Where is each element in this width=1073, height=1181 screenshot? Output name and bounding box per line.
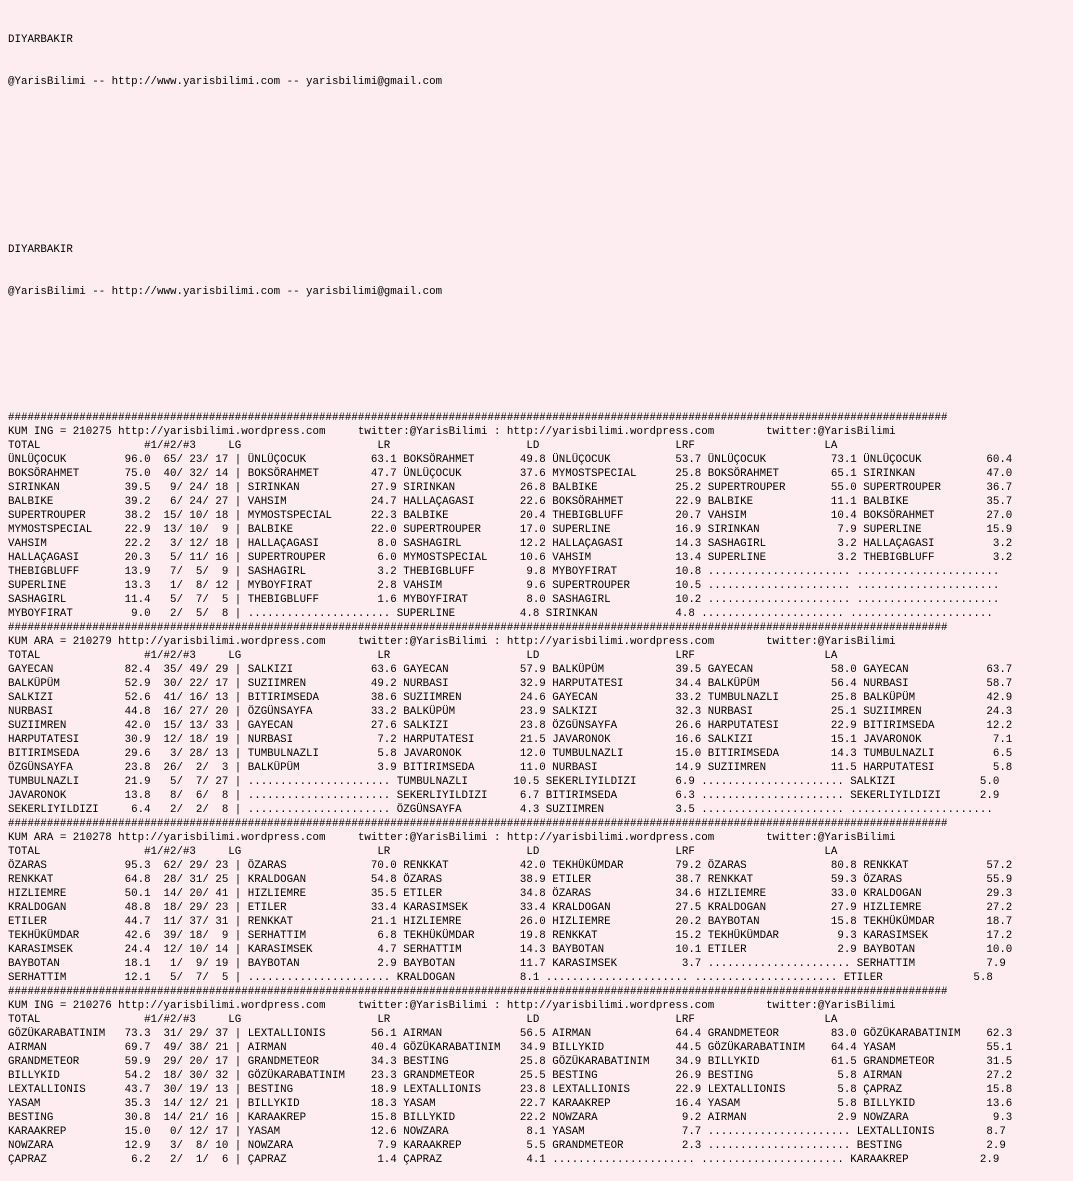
- section-separator: #################################################################################################################################################: [8, 412, 948, 424]
- section-title: KUM ING = 210275 http://yarisbilimi.wordpress.com twitter:@YarisBilimi : http://yarisbilimi.wordpress.com twitter:@YarisBilimi: [8, 426, 896, 438]
- table-row: TUMBULNAZLI 21.9 5/ 7/ 27 | ...................... TUMBULNAZLI 10.5 SEKERLIYILDIZI 6.9 ...................... SALKIZI 5.0: [8, 776, 1000, 788]
- table-row: KRALDOGAN 48.8 18/ 29/ 23 | ETILER 33.4 KARASIMSEK 33.4 KRALDOGAN 27.5 KRALDOGAN 27.9 HIZLIEMRE 27.2: [8, 902, 1013, 914]
- race-sections: [8, 411, 1073, 1167]
- table-row: ETILER 44.7 11/ 37/ 31 | RENKKAT 21.1 HIZLIEMRE 26.0 HIZLIEMRE 20.2 BAYBOTAN 15.8 TEKHÜKÜMDAR 18.7: [8, 916, 1013, 928]
- blank-line: [8, 369, 1073, 383]
- table-row: LEXTALLIONIS 43.7 30/ 19/ 13 | BESTING 18.9 LEXTALLIONIS 23.8 LEXTALLIONIS 22.9 LEXTALLIONIS 5.8 ÇAPRAZ 15.8: [8, 1084, 1013, 1096]
- table-row: BALKÜPÜM 52.9 30/ 22/ 17 | SUZIIMREN 49.2 NURBASI 32.9 HARPUTATESI 34.4 BALKÜPÜM 56.4 NURBASI 58.7: [8, 678, 1013, 690]
- section-title: KUM ARA = 210278 http://yarisbilimi.wordpress.com twitter:@YarisBilimi : http://yarisbilimi.wordpress.com twitter:@YarisBilimi: [8, 832, 896, 844]
- table-row: SASHAGIRL 11.4 5/ 7/ 5 | THEBIGBLUFF 1.6 MYBOYFIRAT 8.0 SASHAGIRL 10.2 ...................... ......................: [8, 594, 1000, 606]
- table-row: VAHSIM 22.2 3/ 12/ 18 | HALLAÇAGASI 8.0 SASHAGIRL 12.2 HALLAÇAGASI 14.3 SASHAGIRL 3.2 HALLAÇAGASI 3.2: [8, 538, 1013, 550]
- table-header-row: TOTAL #1/#2/#3 LG LR LD LRF LA: [8, 440, 838, 452]
- table-row: BESTING 30.8 14/ 21/ 16 | KARAAKREP 15.8 BILLYKID 22.2 NOWZARA 9.2 AIRMAN 2.9 NOWZARA 9.3: [8, 1112, 1013, 1124]
- header-contact: @YarisBilimi -- http://www.yarisbilimi.com -- yarisbilimi@gmail.com: [8, 76, 443, 88]
- table-row: RENKKAT 64.8 28/ 31/ 25 | KRALDOGAN 54.8 ÖZARAS 38.9 ETILER 38.7 RENKKAT 59.3 ÖZARAS 55.9: [8, 874, 1013, 886]
- table-row: TEKHÜKÜMDAR 42.6 39/ 18/ 9 | SERHATTIM 6.8 TEKHÜKÜMDAR 19.8 RENKKAT 15.2 TEKHÜKÜMDAR 9.3 KARASIMSEK 17.2: [8, 930, 1013, 942]
- table-row: MYMOSTSPECIAL 22.9 13/ 10/ 9 | BALBIKE 22.0 SUPERTROUPER 17.0 SUPERLINE 16.9 SIRINKAN 7.9 SUPERLINE 15.9: [8, 524, 1013, 536]
- blank-line: [8, 117, 1073, 131]
- header-city: DIYARBAKIR: [8, 34, 73, 46]
- table-row: BAYBOTAN 18.1 1/ 9/ 19 | BAYBOTAN 2.9 BAYBOTAN 11.7 KARASIMSEK 3.7 ...................... SERHATTIM 7.9: [8, 958, 1006, 970]
- header-contact-repeat: @YarisBilimi -- http://www.yarisbilimi.com -- yarisbilimi@gmail.com: [8, 286, 443, 298]
- table-row: SUPERLINE 13.3 1/ 8/ 12 | MYBOYFIRAT 2.8 VAHSIM 9.6 SUPERTROUPER 10.5 ...................... ......................: [8, 580, 1000, 592]
- table-row: KARASIMSEK 24.4 12/ 10/ 14 | KARASIMSEK 4.7 SERHATTIM 14.3 BAYBOTAN 10.1 ETILER 2.9 BAYBOTAN 10.0: [8, 944, 1013, 956]
- header-city-repeat: DIYARBAKIR: [8, 244, 73, 256]
- table-row: HARPUTATESI 30.9 12/ 18/ 19 | NURBASI 7.2 HARPUTATESI 21.5 JAVARONOK 16.6 SALKIZI 15.1 JAVARONOK 7.1: [8, 734, 1013, 746]
- table-row: MYBOYFIRAT 9.0 2/ 5/ 8 | ...................... SUPERLINE 4.8 SIRINKAN 4.8 ...................... ......................: [8, 608, 993, 620]
- section-title: KUM ING = 210276 http://yarisbilimi.wordpress.com twitter:@YarisBilimi : http://yarisbilimi.wordpress.com twitter:@YarisBilimi: [8, 1000, 896, 1012]
- table-row: AIRMAN 69.7 49/ 38/ 21 | AIRMAN 40.4 GÖZÜKARABATINIM 34.9 BILLYKID 44.5 GÖZÜKARABATINIM 64.4 YASAM 55.1: [8, 1042, 1013, 1054]
- table-row: YASAM 35.3 14/ 12/ 21 | BILLYKID 18.3 YASAM 22.7 KARAAKREP 16.4 YASAM 5.8 BILLYKID 13.6: [8, 1098, 1013, 1110]
- table-row: SALKIZI 52.6 41/ 16/ 13 | BITIRIMSEDA 38.6 SUZIIMREN 24.6 GAYECAN 33.2 TUMBULNAZLI 25.8 BALKÜPÜM 42.9: [8, 692, 1013, 704]
- table-header-row: TOTAL #1/#2/#3 LG LR LD LRF LA: [8, 846, 838, 858]
- table-row: HIZLIEMRE 50.1 14/ 20/ 41 | HIZLIEMRE 35.5 ETILER 34.8 ÖZARAS 34.6 HIZLIEMRE 33.0 KRALDOGAN 29.3: [8, 888, 1013, 900]
- table-row: SUPERTROUPER 38.2 15/ 10/ 18 | MYMOSTSPECIAL 22.3 BALBIKE 20.4 THEBIGBLUFF 20.7 VAHSIM 10.4 BOKSÖRAHMET 27.0: [8, 510, 1013, 522]
- table-header-row: TOTAL #1/#2/#3 LG LR LD LRF LA: [8, 1014, 838, 1026]
- table-row: HALLAÇAGASI 20.3 5/ 11/ 16 | SUPERTROUPER 6.0 MYMOSTSPECIAL 10.6 VAHSIM 13.4 SUPERLINE 3.2 THEBIGBLUFF 3.2: [8, 552, 1013, 564]
- table-row: SEKERLIYILDIZI 6.4 2/ 2/ 8 | ...................... ÖZGÜNSAYFA 4.3 SUZIIMREN 3.5 ...................... ......................: [8, 804, 993, 816]
- section-separator: #################################################################################################################################################: [8, 986, 948, 998]
- section-separator: #################################################################################################################################################: [8, 818, 948, 830]
- blank-line: [8, 159, 1073, 173]
- section-separator: #################################################################################################################################################: [8, 622, 948, 634]
- blank-line: [8, 327, 1073, 341]
- table-row: BALBIKE 39.2 6/ 24/ 27 | VAHSIM 24.7 HALLAÇAGASI 22.6 BOKSÖRAHMET 22.9 BALBIKE 11.1 BALBIKE 35.7: [8, 496, 1013, 508]
- table-row: BITIRIMSEDA 29.6 3/ 28/ 13 | TUMBULNAZLI 5.8 JAVARONOK 12.0 TUMBULNAZLI 15.0 BITIRIMSEDA 14.3 TUMBULNAZLI 6.5: [8, 748, 1013, 760]
- table-row: SUZIIMREN 42.0 15/ 13/ 33 | GAYECAN 27.6 SALKIZI 23.8 ÖZGÜNSAYFA 26.6 HARPUTATESI 22.9 BITIRIMSEDA 12.2: [8, 720, 1013, 732]
- table-row: BILLYKID 54.2 18/ 30/ 32 | GÖZÜKARABATINIM 23.3 GRANDMETEOR 25.5 BESTING 26.9 BESTING 5.8 AIRMAN 27.2: [8, 1070, 1013, 1082]
- table-header-row: TOTAL #1/#2/#3 LG LR LD LRF LA: [8, 650, 838, 662]
- table-row: ÇAPRAZ 6.2 2/ 1/ 6 | ÇAPRAZ 1.4 ÇAPRAZ 4.1 ...................... ...................... KARAAKREP 2.9: [8, 1154, 1000, 1166]
- table-row: KARAAKREP 15.0 0/ 12/ 17 | YASAM 12.6 NOWZARA 8.1 YASAM 7.7 ...................... LEXTALLIONIS 8.7: [8, 1126, 1006, 1138]
- table-row: THEBIGBLUFF 13.9 7/ 5/ 9 | SASHAGIRL 3.2 THEBIGBLUFF 9.8 MYBOYFIRAT 10.8 ...................... ......................: [8, 566, 1000, 578]
- table-row: SERHATTIM 12.1 5/ 7/ 5 | ...................... KRALDOGAN 8.1 ...................... ...................... ETILER 5.8: [8, 972, 993, 984]
- section-title: KUM ARA = 210279 http://yarisbilimi.wordpress.com twitter:@YarisBilimi : http://yarisbilimi.wordpress.com twitter:@YarisBilimi: [8, 636, 896, 648]
- table-row: GÖZÜKARABATINIM 73.3 31/ 29/ 37 | LEXTALLIONIS 56.1 AIRMAN 56.5 AIRMAN 64.4 GRANDMETEOR 83.0 GÖZÜKARABATINIM 62.3: [8, 1028, 1013, 1040]
- table-row: ÜNLÜÇOCUK 96.0 65/ 23/ 17 | ÜNLÜÇOCUK 63.1 BOKSÖRAHMET 49.8 ÜNLÜÇOCUK 53.7 ÜNLÜÇOCUK 73.1 ÜNLÜÇOCUK 60.4: [8, 454, 1013, 466]
- table-row: GAYECAN 82.4 35/ 49/ 29 | SALKIZI 63.6 GAYECAN 57.9 BALKÜPÜM 39.5 GAYECAN 58.0 GAYECAN 63.7: [8, 664, 1013, 676]
- table-row: NURBASI 44.8 16/ 27/ 20 | ÖZGÜNSAYFA 33.2 BALKÜPÜM 23.9 SALKIZI 32.3 NURBASI 25.1 SUZIIMREN 24.3: [8, 706, 1013, 718]
- table-row: JAVARONOK 13.8 8/ 6/ 8 | ...................... SEKERLIYILDIZI 6.7 BITIRIMSEDA 6.3 ...................... SEKERLIYILDIZI 2.9: [8, 790, 1000, 802]
- table-row: GRANDMETEOR 59.9 29/ 20/ 17 | GRANDMETEOR 34.3 BESTING 25.8 GÖZÜKARABATINIM 34.9 BILLYKID 61.5 GRANDMETEOR 31.5: [8, 1056, 1013, 1068]
- table-row: BOKSÖRAHMET 75.0 40/ 32/ 14 | BOKSÖRAHMET 47.7 ÜNLÜÇOCUK 37.6 MYMOSTSPECIAL 25.8 BOKSÖRAHMET 65.1 SIRINKAN 47.0: [8, 468, 1013, 480]
- blank-line: [8, 201, 1073, 215]
- table-row: SIRINKAN 39.5 9/ 24/ 18 | SIRINKAN 27.9 SIRINKAN 26.8 BALBIKE 25.2 SUPERTROUPER 55.0 SUPERTROUPER 36.7: [8, 482, 1013, 494]
- table-row: ÖZGÜNSAYFA 23.8 26/ 2/ 3 | BALKÜPÜM 3.9 BITIRIMSEDA 11.0 NURBASI 14.9 SUZIIMREN 11.5 HARPUTATESI 5.8: [8, 762, 1013, 774]
- table-row: NOWZARA 12.9 3/ 8/ 10 | NOWZARA 7.9 KARAAKREP 5.5 GRANDMETEOR 2.3 ...................... BESTING 2.9: [8, 1140, 1006, 1152]
- table-row: ÖZARAS 95.3 62/ 29/ 23 | ÖZARAS 70.0 RENKKAT 42.0 TEKHÜKÜMDAR 79.2 ÖZARAS 80.8 RENKKAT 57.2: [8, 860, 1013, 872]
